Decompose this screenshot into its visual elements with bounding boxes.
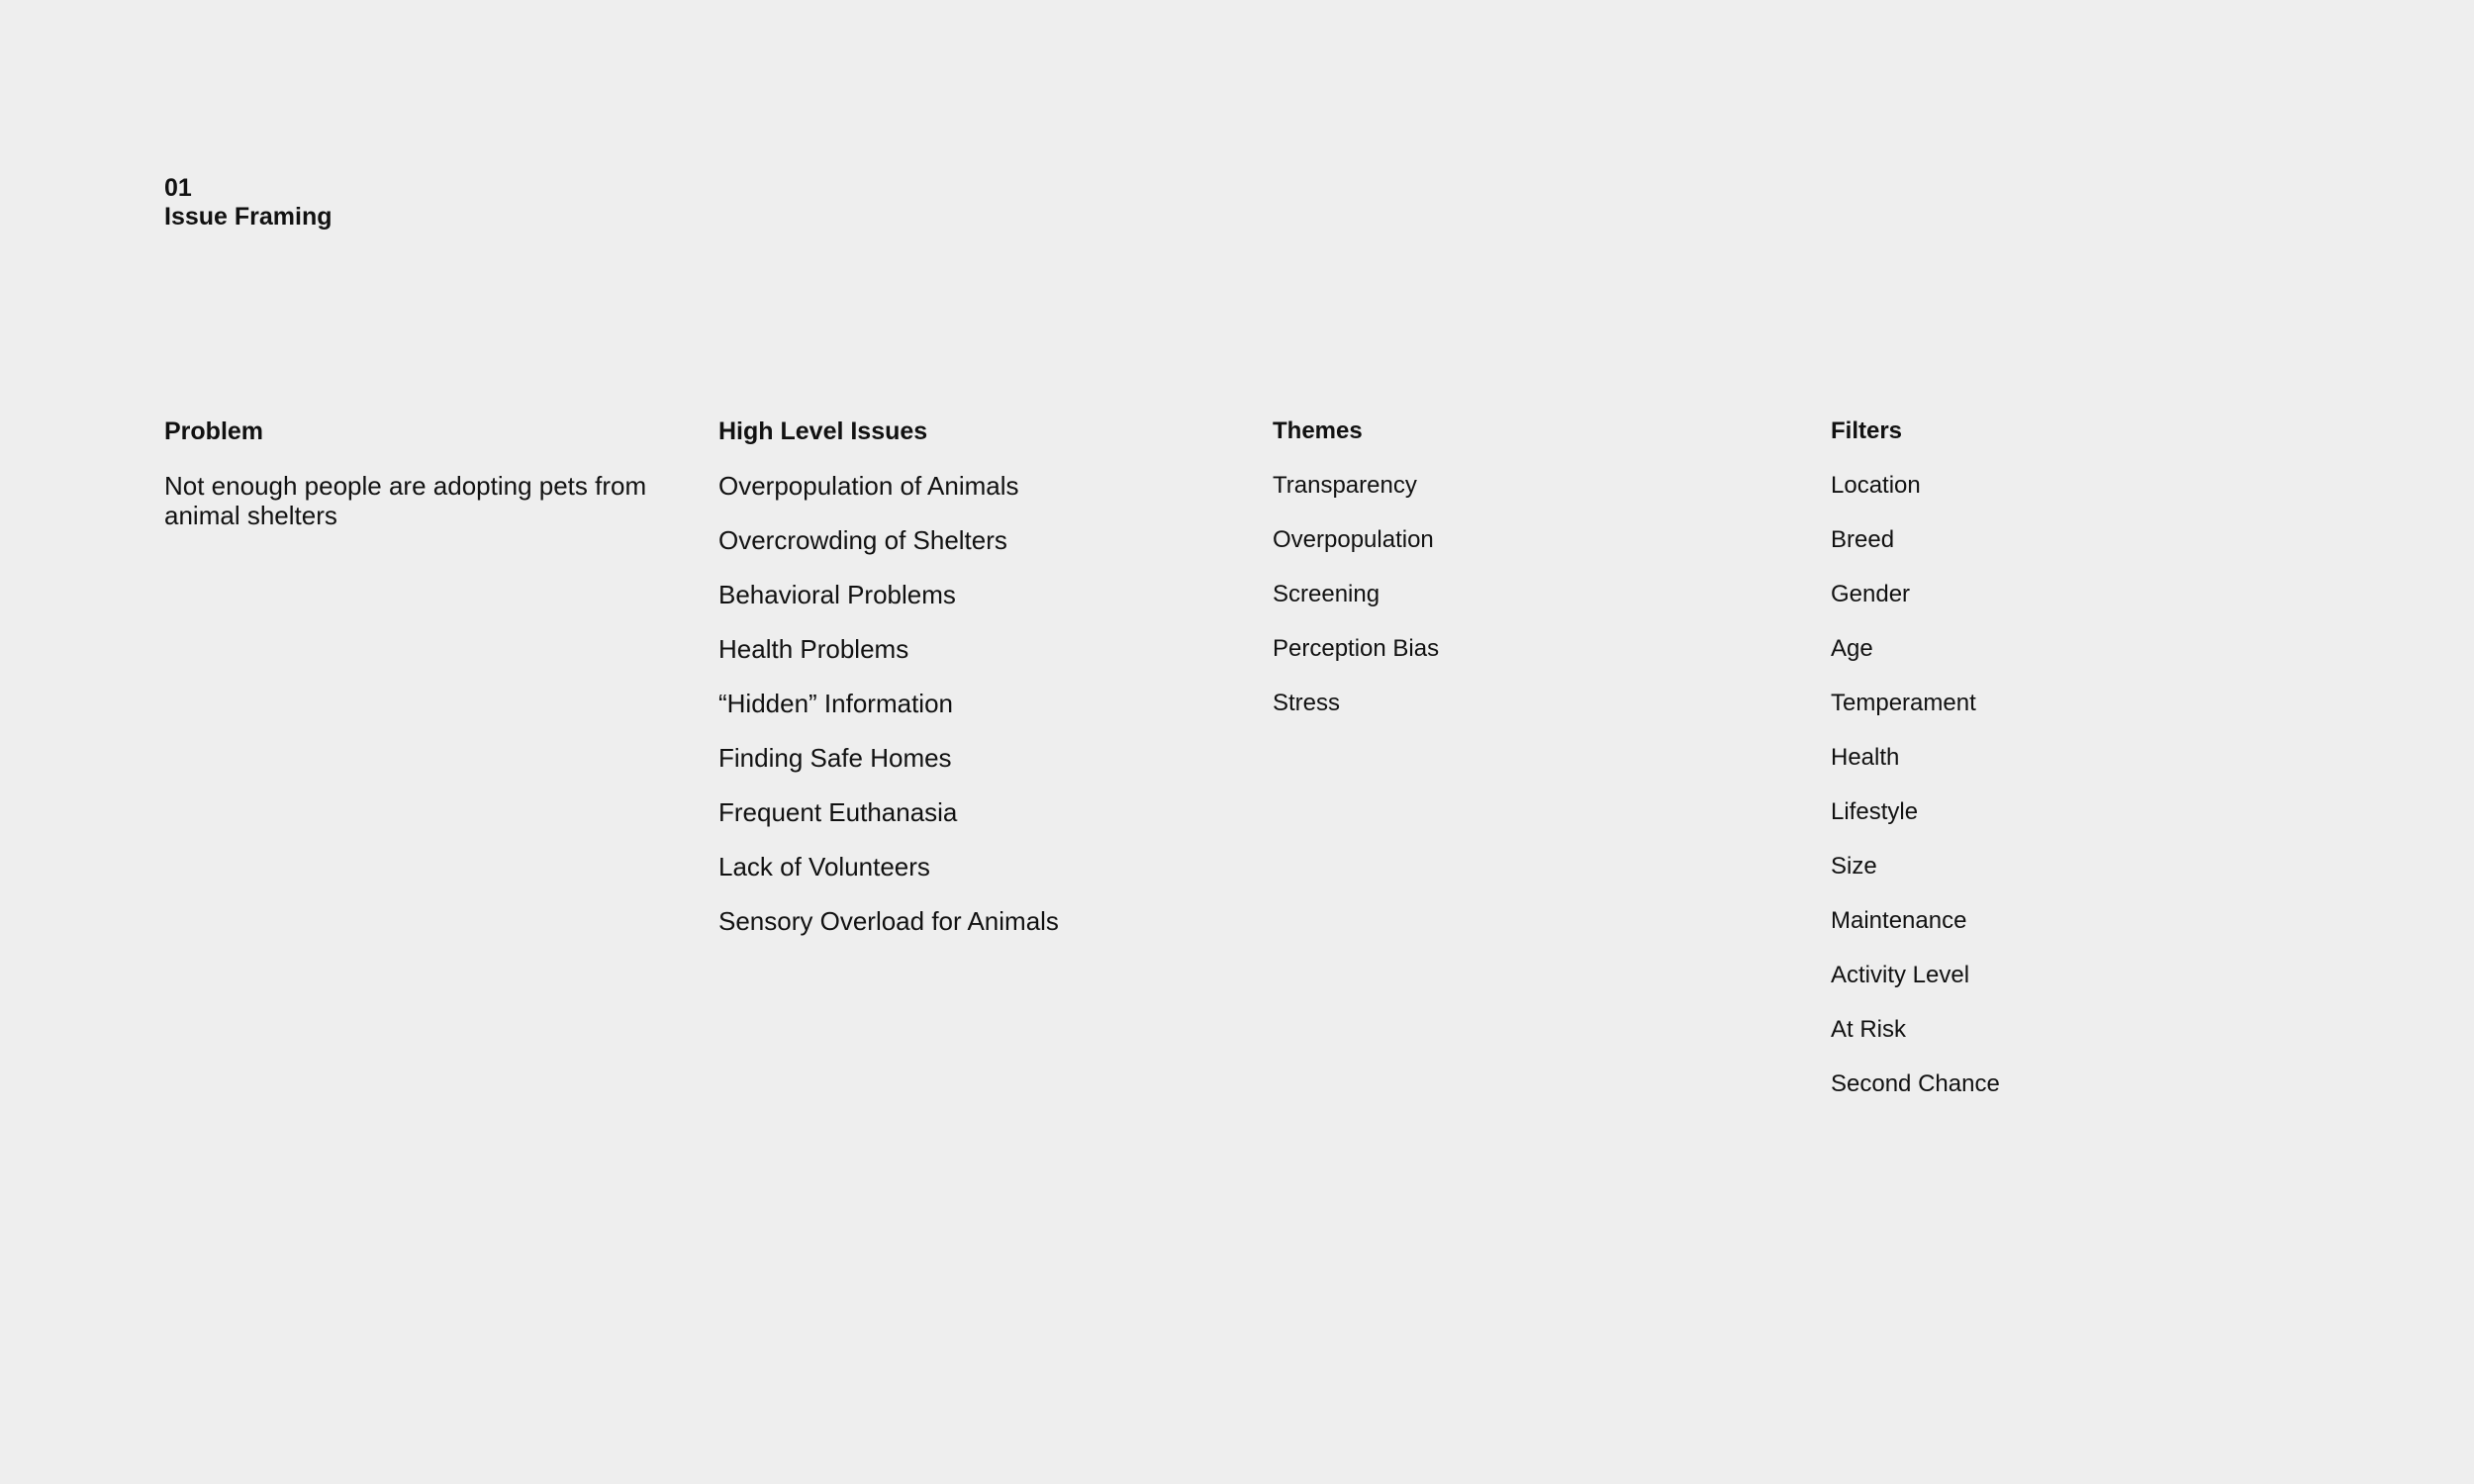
issue-item: Frequent Euthanasia (718, 797, 958, 827)
problem-heading: Problem (164, 417, 264, 445)
issue-item: “Hidden” Information (718, 689, 953, 718)
theme-item: Perception Bias (1273, 635, 1440, 662)
filter-item: At Risk (1831, 1016, 1907, 1043)
section-header (164, 174, 333, 232)
issue-item: Overcrowding of Shelters (718, 525, 1007, 555)
themes-list (1273, 471, 1787, 743)
issue-item: Overpopulation of Animals (718, 471, 1019, 501)
filter-item: Breed (1831, 526, 1895, 553)
issue-item: Behavioral Problems (718, 580, 956, 609)
problem-column (164, 417, 679, 530)
high-level-issues-list (718, 471, 1233, 961)
filter-item: Age (1831, 635, 1873, 662)
filter-item: Health (1831, 744, 1900, 771)
issue-item: Health Problems (718, 634, 909, 664)
theme-item: Transparency (1273, 472, 1417, 499)
issue-item: Finding Safe Homes (718, 743, 952, 773)
filter-item: Lifestyle (1831, 798, 1919, 825)
themes-heading: Themes (1273, 417, 1363, 444)
filters-heading: Filters (1831, 417, 1903, 444)
filters-list (1831, 471, 2345, 1124)
section-number: 01 (164, 174, 192, 202)
issue-item: Lack of Volunteers (718, 852, 930, 881)
filter-item: Temperament (1831, 690, 1976, 716)
theme-item: Stress (1273, 690, 1341, 716)
section-title: Issue Framing (164, 203, 333, 231)
problem-statement: Not enough people are adopting pets from animal shelters (164, 471, 647, 530)
filter-item: Location (1831, 472, 1921, 499)
filter-item: Gender (1831, 581, 1911, 607)
high-level-issues-column (718, 417, 1233, 961)
filter-item: Activity Level (1831, 962, 1970, 988)
filter-item: Second Chance (1831, 1070, 2000, 1097)
issue-item: Sensory Overload for Animals (718, 906, 1059, 936)
high-level-issues-heading: High Level Issues (718, 417, 928, 445)
theme-item: Overpopulation (1273, 526, 1434, 553)
themes-column (1273, 417, 1787, 743)
filters-column (1831, 417, 2345, 1124)
filter-item: Maintenance (1831, 907, 1967, 934)
filter-item: Size (1831, 853, 1877, 880)
theme-item: Screening (1273, 581, 1380, 607)
